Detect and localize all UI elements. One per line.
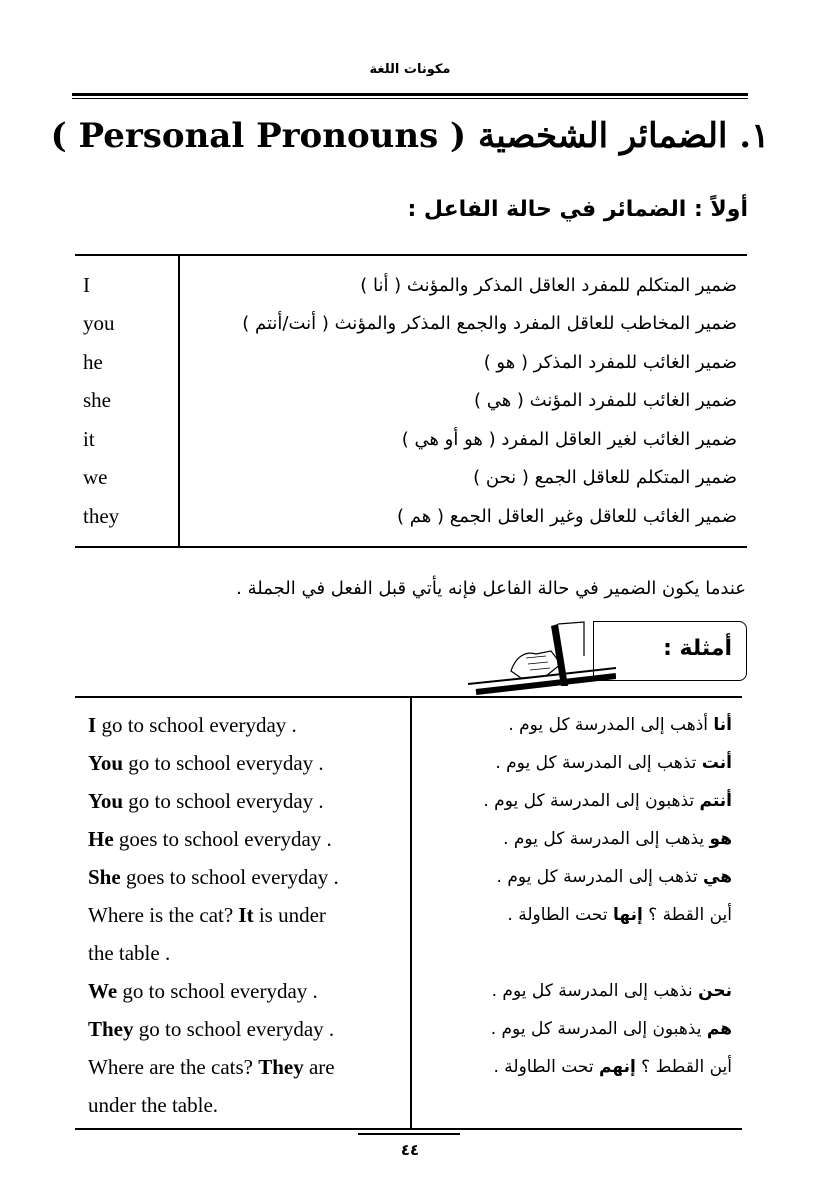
example-en: She goes to school everyday . xyxy=(88,865,339,889)
pronoun-en: she xyxy=(75,382,179,421)
example-en: the table . xyxy=(88,941,171,965)
pronoun-table xyxy=(75,254,747,548)
example-en: You go to school everyday . xyxy=(88,789,324,813)
pronoun-en: you xyxy=(75,305,179,344)
example-ar: أين القطة ؟ إنها تحت الطاولة . xyxy=(507,905,732,925)
pronoun-ar: ضمير المخاطب للعاقل المفرد والجمع المذكر والمؤنث ( أنت/أنتم ) xyxy=(242,313,737,335)
example-ar: هي تذهب إلى المدرسة كل يوم . xyxy=(496,867,732,887)
writing-hand-icon xyxy=(466,616,616,696)
example-ar: نحن نذهب إلى المدرسة كل يوم . xyxy=(491,981,732,1001)
examples-label: أمثلة : xyxy=(663,636,732,661)
example-en: Where is the cat? It is under xyxy=(88,903,326,927)
table-row xyxy=(75,459,747,498)
pronoun-ar: ضمير الغائب للمفرد المذكر ( هو ) xyxy=(483,351,737,373)
examples-table xyxy=(75,696,742,1130)
table-row xyxy=(75,382,747,421)
example-en: We go to school everyday . xyxy=(88,979,318,1003)
rule-note: عندما يكون الضمير في حالة الفاعل فإنه يأتي قبل الفعل في الجملة . xyxy=(236,578,746,599)
section-title xyxy=(0,116,820,156)
pronoun-ar: ضمير الغائب للعاقل وغير العاقل الجمع ( هم ) xyxy=(397,505,737,527)
table-row xyxy=(75,255,747,305)
example-en: Where are the cats? They are xyxy=(88,1055,335,1079)
example-ar: هو يذهب إلى المدرسة كل يوم . xyxy=(503,829,732,849)
example-en: He goes to school everyday . xyxy=(88,827,332,851)
pronoun-en: it xyxy=(75,420,179,459)
examples-arabic-column xyxy=(411,697,742,1129)
examples-english-column xyxy=(75,697,411,1129)
header-rule-thick xyxy=(72,93,748,96)
pronoun-ar: ضمير المتكلم للعاقل الجمع ( نحن ) xyxy=(473,467,737,489)
pronoun-ar: ضمير الغائب للمفرد المؤنث ( هي ) xyxy=(473,390,737,412)
header-rule-thin xyxy=(72,98,748,99)
pronoun-ar: ضمير الغائب لغير العاقل المفرد ( هو أو هي ) xyxy=(401,428,737,450)
page-number: ٤٤ xyxy=(400,1141,420,1159)
title-arabic: ١. الضمائر الشخصية xyxy=(477,116,770,156)
table-row xyxy=(75,305,747,344)
example-en: They go to school everyday . xyxy=(88,1017,335,1041)
example-en: under the table. xyxy=(88,1093,219,1117)
footer-rule xyxy=(358,1133,460,1135)
table-row xyxy=(75,343,747,382)
example-ar: أين القطط ؟ إنهم تحت الطاولة . xyxy=(493,1057,732,1077)
example-ar: أنا أذهب إلى المدرسة كل يوم . xyxy=(508,715,732,735)
table-row xyxy=(75,420,747,459)
pronoun-en: he xyxy=(75,343,179,382)
subsection-heading: أولاً : الضمائر في حالة الفاعل : xyxy=(407,197,748,222)
pronoun-en: I xyxy=(75,255,179,305)
pronoun-ar: ضمير المتكلم للمفرد العاقل المذكر والمؤنث ( أنا ) xyxy=(360,274,737,296)
pronoun-en: we xyxy=(75,459,179,498)
example-ar: أنتم تذهبون إلى المدرسة كل يوم . xyxy=(483,791,732,811)
example-ar: أنت تذهب إلى المدرسة كل يوم . xyxy=(495,753,732,773)
example-en: I go to school everyday . xyxy=(88,713,297,737)
example-ar: هم يذهبون إلى المدرسة كل يوم . xyxy=(490,1019,732,1039)
running-header: مكونات اللغة xyxy=(369,62,451,77)
example-en: You go to school everyday . xyxy=(88,751,324,775)
title-english: ( Personal Pronouns ) xyxy=(50,116,467,156)
table-row xyxy=(75,497,747,547)
pronoun-en: they xyxy=(75,497,179,547)
